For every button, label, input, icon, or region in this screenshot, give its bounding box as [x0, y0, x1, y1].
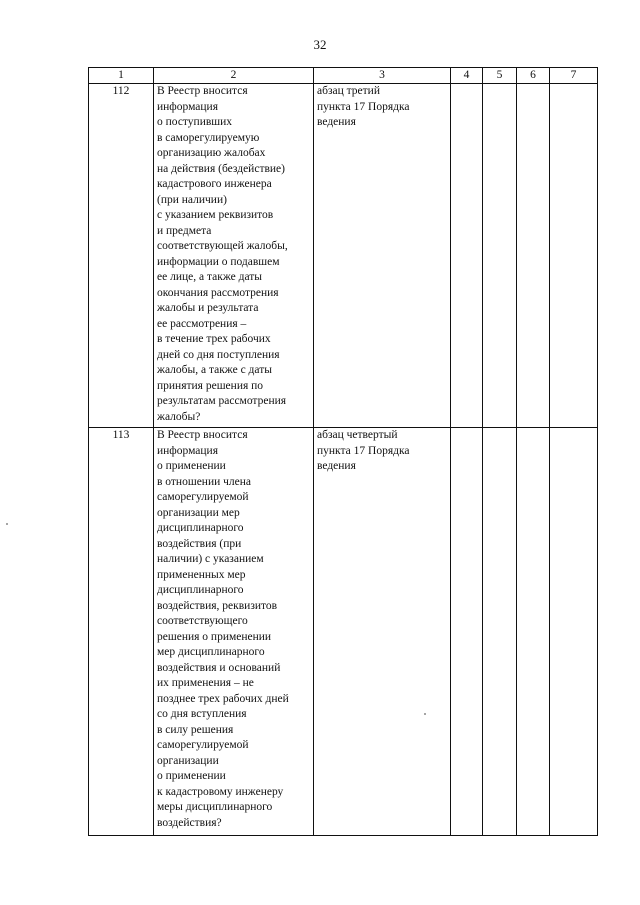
text-line: о применении: [157, 770, 226, 782]
text-line: организации: [157, 754, 219, 767]
text-line: воздействия?: [157, 816, 222, 829]
text-line: дней со дня поступления: [157, 348, 280, 361]
text-line: принятия решения по: [157, 379, 264, 392]
text-line: их применения – не: [157, 677, 254, 689]
column-header-7: 7: [550, 68, 598, 84]
text-line: жалобы и результата: [157, 302, 259, 314]
text-line: пункта 17 Порядка: [317, 100, 410, 113]
text-line: решения о применении: [157, 630, 272, 643]
text-line: (при наличии): [157, 193, 227, 206]
text-line: мер дисциплинарного: [157, 646, 265, 658]
text-line: В Реестр вносится: [157, 429, 248, 441]
text-line: абзац третий: [317, 85, 380, 97]
text-line: воздействия (при: [157, 537, 242, 550]
scan-speck: [424, 713, 426, 715]
row-cell-7: [550, 84, 598, 428]
text-line: и предмета: [157, 224, 212, 237]
row-description: [154, 84, 314, 428]
text-line: информация: [157, 444, 218, 457]
text-line: меры дисциплинарного: [157, 801, 273, 813]
table-row: [89, 84, 598, 428]
text-line: окончания рассмотрения: [157, 286, 279, 299]
text-line: примененных мер: [157, 568, 246, 581]
column-header-3: 3: [314, 68, 451, 84]
text-line: о поступивших: [157, 116, 233, 128]
text-line: абзац четвертый: [317, 429, 398, 441]
text-line: результатам рассмотрения: [157, 395, 287, 407]
scan-speck: [6, 523, 8, 525]
text-line: к кадастровому инженеру: [157, 785, 284, 798]
page-number: 32: [313, 37, 327, 52]
table-row: [89, 428, 598, 836]
text-line: ведения: [317, 460, 356, 472]
text-line: с указанием реквизитов: [157, 209, 274, 221]
row-source: [314, 428, 451, 836]
text-line: в течение трех рабочих: [157, 333, 271, 345]
text-line: информации о подавшем: [157, 255, 280, 268]
text-line: воздействия и оснований: [157, 661, 281, 674]
row-cell-4: [451, 428, 483, 836]
text-line: В Реестр вносится: [157, 85, 248, 97]
row-cell-7: [550, 428, 598, 836]
text-line: пункта 17 Порядка: [317, 444, 410, 457]
row-cell-6: [517, 428, 550, 836]
column-header-1: 1: [89, 68, 154, 84]
text-line: информация: [157, 100, 218, 113]
text-line: саморегулируемой: [157, 739, 249, 751]
text-line: саморегулируемой: [157, 491, 249, 503]
text-line: о применении: [157, 460, 226, 472]
text-line: дисциплинарного: [157, 584, 244, 596]
text-line: в отношении члена: [157, 475, 252, 488]
text-line: жалобы, а также с даты: [157, 364, 272, 376]
text-line: соответствующего: [157, 615, 248, 627]
text-line: ее рассмотрения –: [157, 317, 247, 330]
row-description: [154, 428, 314, 836]
text-line: в саморегулируемую: [157, 131, 260, 144]
header-row: [89, 68, 598, 84]
text-line: на действия (бездействие): [157, 162, 285, 175]
text-line: дисциплинарного: [157, 522, 244, 534]
text-line: жалобы?: [157, 410, 201, 423]
text-line: кадастрового инженера: [157, 178, 272, 190]
text-line: организацию жалобах: [157, 147, 266, 159]
row-number: 112: [89, 84, 154, 428]
column-header-5: 5: [483, 68, 517, 84]
text-line: ведения: [317, 116, 356, 128]
column-header-2: 2: [154, 68, 314, 84]
row-number: 113: [89, 428, 154, 836]
row-cell-5: [483, 428, 517, 836]
column-header-6: 6: [517, 68, 550, 84]
text-line: организации мер: [157, 506, 240, 519]
text-line: позднее трех рабочих дней: [157, 692, 289, 705]
column-header-4: 4: [451, 68, 483, 84]
text-line: ее лице, а также даты: [157, 271, 263, 283]
text-line: со дня вступления: [157, 708, 247, 720]
row-cell-5: [483, 84, 517, 428]
text-line: в силу решения: [157, 723, 234, 736]
text-line: наличии) с указанием: [157, 553, 264, 565]
text-line: соответствующей жалобы,: [157, 240, 288, 252]
checklist-table: [88, 67, 598, 836]
row-source: [314, 84, 451, 428]
row-cell-6: [517, 84, 550, 428]
text-line: воздействия, реквизитов: [157, 599, 278, 612]
row-cell-4: [451, 84, 483, 428]
